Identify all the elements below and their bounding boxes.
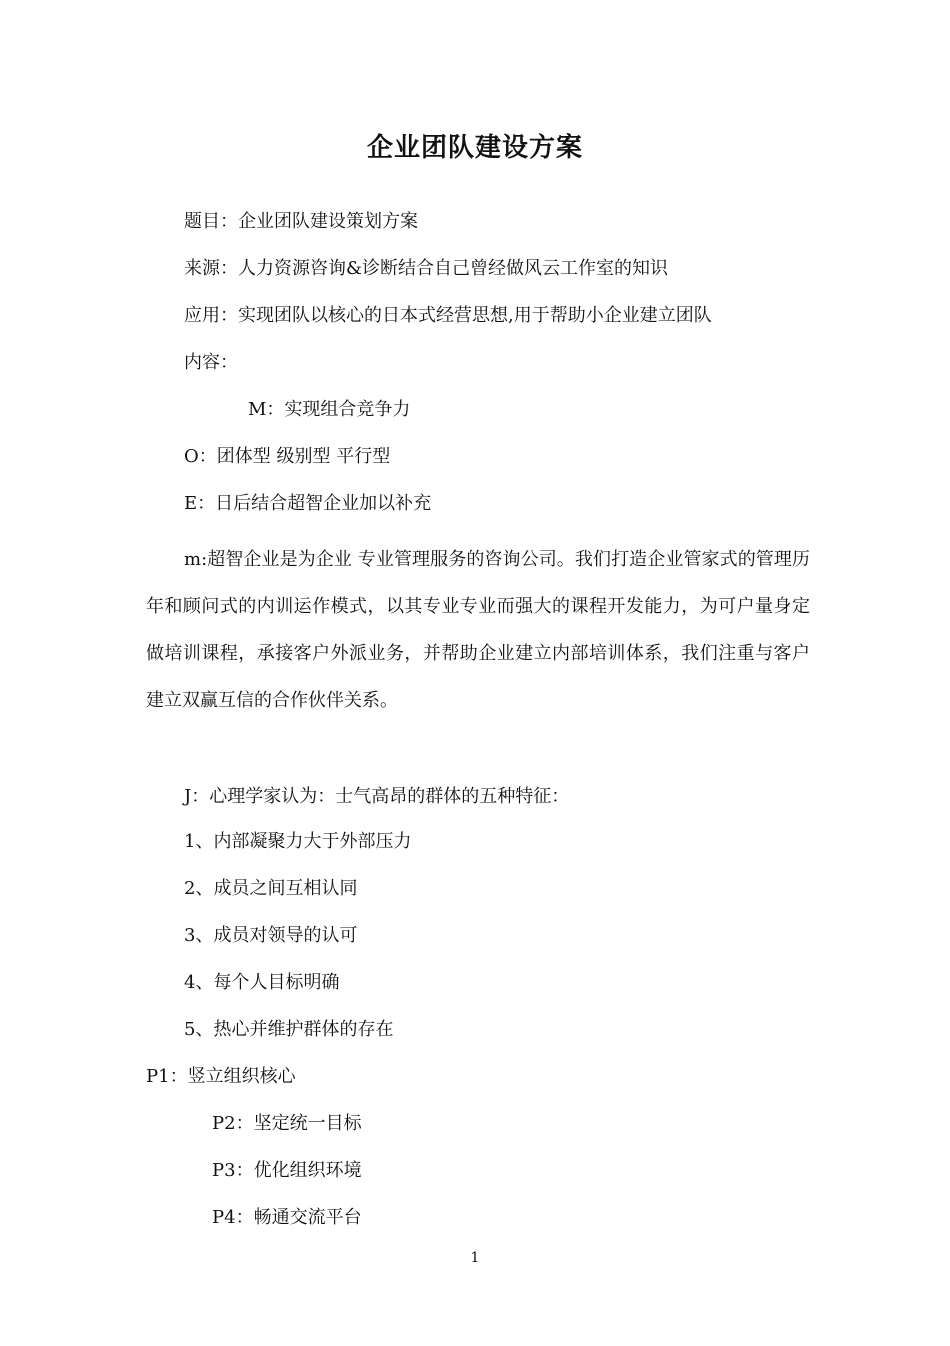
subject-line: 题目：企业团队建设策划方案 — [184, 211, 418, 232]
p1-item: P1：竖立组织核心 — [146, 1066, 296, 1087]
p3-item: P3：优化组织环境 — [212, 1160, 362, 1181]
p4-item: P4：畅通交流平台 — [212, 1207, 362, 1228]
m-paragraph: m:超智企业是为企业 专业管理服务的咨询公司。我们打造企业管家式的管理历年和顾问式的内训运作模式，以其专业专业而强大的课程开发能力，为可户量身定做培训课程，承接客户外派业务，并帮助企业建立内部培训体系，我们注重与客户建立双赢互信的合作伙伴关系。 — [146, 549, 810, 711]
feature-item-1: 1、内部凝聚力大于外部压力 — [184, 831, 412, 852]
content-label: 内容： — [184, 352, 238, 373]
page-number: 1 — [470, 1250, 480, 1266]
o-item: O：团体型 级别型 平行型 — [184, 446, 391, 467]
e-item: E：日后结合超智企业加以补充 — [184, 493, 432, 514]
document-title: 企业团队建设方案 — [366, 133, 583, 163]
feature-item-5: 5、热心并维护群体的存在 — [184, 1019, 394, 1040]
feature-item-3: 3、成员对领导的认可 — [184, 925, 358, 946]
application-line: 应用：实现团队以核心的日本式经营思想,用于帮助小企业建立团队 — [184, 305, 712, 326]
j-heading: J：心理学家认为：士气高昂的群体的五种特征： — [184, 786, 570, 807]
p2-item: P2：坚定统一目标 — [212, 1113, 362, 1134]
feature-item-2: 2、成员之间互相认同 — [184, 878, 358, 899]
source-line: 来源：人力资源咨询&诊断结合自己曾经做风云工作室的知识 — [184, 258, 669, 279]
feature-item-4: 4、每个人目标明确 — [184, 972, 340, 993]
m-item: M：实现组合竞争力 — [248, 399, 411, 420]
